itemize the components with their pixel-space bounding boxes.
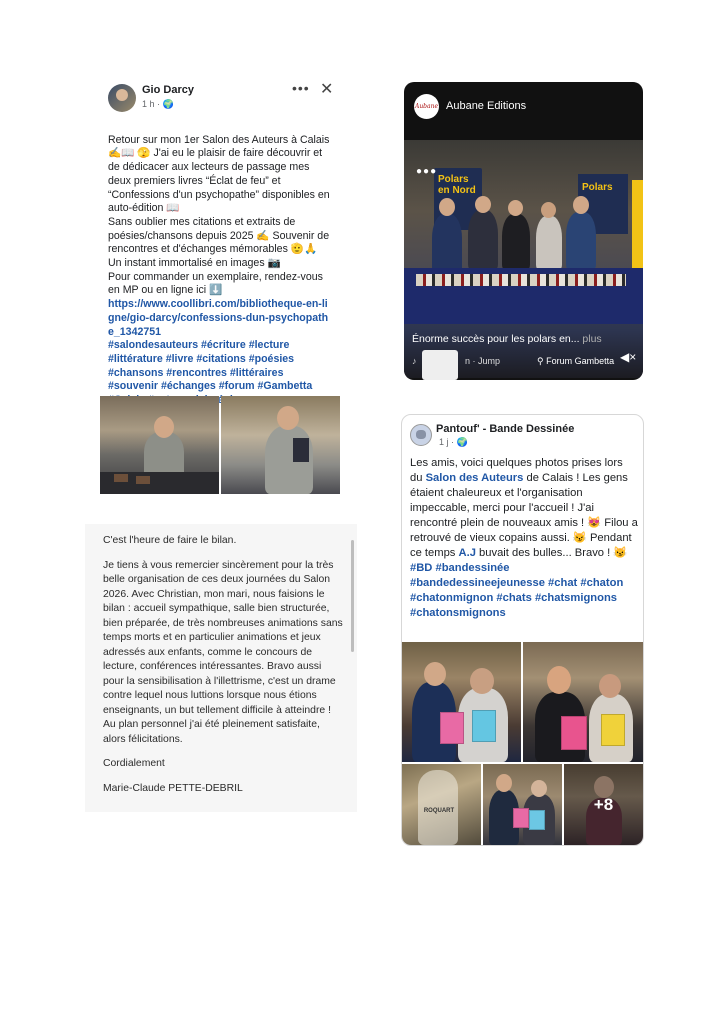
post-text-part: Les amis, voici quelques photos prises lors du <box>410 457 623 484</box>
post-text-part: de Calais ! Les gens étaient chaleureux et l'organisation impeccable, merci pour l'accueil ! J'ai rencontré plein de nouveaux amis ! 😻 Filou a retrouvé de vieux copains aussi. 😼 Pendant ce temps <box>410 472 638 559</box>
post-timestamp[interactable]: 1 h · 🌍 <box>142 99 174 109</box>
carousel-dots[interactable]: ●●● <box>416 166 438 177</box>
avatar[interactable] <box>108 84 136 112</box>
photo-tile[interactable] <box>523 642 643 762</box>
more-horizontal-icon[interactable]: ••• <box>292 80 310 96</box>
caption-text: Énorme succès pour les polars en... <box>412 333 580 345</box>
post-text: Retour sur mon 1er Salon des Auteurs à Calais ✍️📖 🫣 J'ai eu le plaisir de faire découvrir et de dédicacer aux lecteurs de passage mes deux premiers livres “Éclat de feu” et “Confessions d'un psychopathe” disponibles en auto-édition 📖 Sans oublier mes citations et extraits de poésies/chansons depuis 2025 ✍️ Souvenir de rencontres et d'échanges mémorables 🫡🙏 Un instant immortalisé en images 📷 Pour commander un exemplaire, rendez-vous en MP ou en ligne ici ⬇️ <box>108 133 330 297</box>
scrollbar[interactable] <box>351 540 354 652</box>
post-hashtags[interactable]: #salondesauteurs #écriture #lecture #littérature #livre #citations #poésies #chansons #rencontres #littéraires #souvenir #échanges #forum #Gambetta <box>108 339 313 393</box>
avatar[interactable] <box>410 424 432 446</box>
post-link[interactable]: https://www.coollibri.com/bibliotheque-en-ligne/gio-darcy/confessions-dun-psychopathe_1342751 <box>108 298 329 338</box>
post-photos <box>100 396 340 494</box>
close-icon[interactable]: ✕ <box>320 81 334 98</box>
banner-polars-en-nord: Polars en Nord <box>438 174 476 196</box>
post-header <box>100 80 340 116</box>
post-author[interactable]: Pantouf' - Bande Dessinée <box>436 423 575 435</box>
post-text-part: buvait des bulles... Bravo ! 😼 <box>475 547 628 559</box>
page-mention-link[interactable]: Salon des Auteurs <box>425 472 524 484</box>
thank-you-letter <box>85 524 357 812</box>
letter-closing: Cordialement <box>103 758 165 769</box>
music-track-label: n · Jump <box>465 356 501 366</box>
location-tag[interactable] <box>537 356 614 367</box>
glass-label: ROQUART <box>423 808 455 814</box>
photo-tile[interactable] <box>402 642 521 762</box>
music-track[interactable] <box>412 356 500 366</box>
photo-grid <box>402 642 643 845</box>
post-hashtags[interactable]: #BD #bandessinée #bandedessineejeunesse #chat #chaton #chatonmignon #chats #chatsmignons #chatonsmignons <box>410 562 624 619</box>
letter-greeting: C'est l'heure de faire le bilan. <box>103 535 237 546</box>
photo-tile[interactable] <box>564 764 643 845</box>
location-label: Forum Gambetta <box>546 356 615 366</box>
more-photos-overlay[interactable]: +8 <box>564 764 643 845</box>
letter-body: Je tiens à vous remercier sincèrement pour la très belle organisation de ces deux journées du Salon 2026. Avec Christian, mon mari, nous faisions le bilan : accueil sympathique, salle bien structurée, bien préparée, de très nombreuses animations sans temps morts et en particulier animations et jeux adressés aux enfants, comme le concours de lecture, conférences intéressantes. Bravo aussi pour la sensibilisation à l'illettrisme, c'est un drame contre lequel nous luttions lorsque nous étions enseignants, un but tellement difficile à atteindre ! Au plan personnel j'ai été pleinement satisfaite, alors félicitations. <box>103 559 343 745</box>
post-author[interactable]: Gio Darcy <box>142 84 194 96</box>
photo-author-at-table[interactable] <box>100 396 219 494</box>
account-logo[interactable]: Aubane <box>414 94 439 119</box>
account-name[interactable]: Aubane Editions <box>446 100 527 112</box>
photo-author-with-book[interactable] <box>221 396 340 494</box>
music-note-icon: ♪ <box>412 356 417 366</box>
photo-tile[interactable] <box>402 764 481 845</box>
video-post-aubane-editions[interactable] <box>404 82 643 380</box>
facebook-post-pantouf <box>401 414 644 846</box>
location-pin-icon: ⚲ <box>537 356 544 366</box>
letter-content <box>103 534 343 806</box>
user-mention-link[interactable]: A.J <box>458 547 476 559</box>
facebook-post-gio-darcy <box>100 80 340 421</box>
post-body <box>410 456 638 621</box>
photo-tile[interactable] <box>483 764 562 845</box>
video-caption[interactable] <box>412 333 602 345</box>
see-more-link[interactable]: plus <box>582 333 602 345</box>
post-body <box>100 116 340 421</box>
banner-polars: Polars <box>582 182 613 193</box>
letter-signature: Marie-Claude PETTE-DEBRIL <box>103 782 243 794</box>
post-timestamp[interactable]: 1 j · 🌍 <box>439 437 468 447</box>
volume-muted-icon[interactable]: ◀× <box>620 350 637 364</box>
